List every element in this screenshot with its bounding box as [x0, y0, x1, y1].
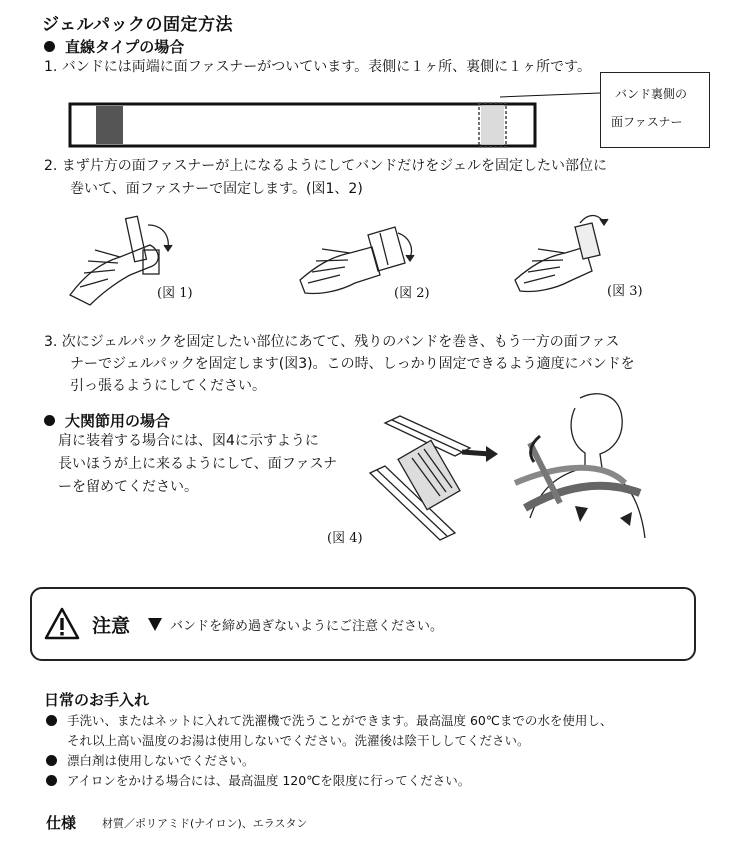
arrow-icon [462, 452, 490, 454]
step-3-line-3: 引っ張るようにしてください。 [70, 378, 266, 394]
bullet-icon [46, 755, 57, 766]
down-arrow-icon [575, 506, 588, 522]
large-joint-line-1: 肩に装着する場合には、図4に示すように [58, 433, 319, 449]
arrow-head-icon [486, 446, 498, 462]
step-2-line-2: 巻いて、面ファスナーで固定します。(図1、2) [70, 181, 363, 197]
hand-figures [0, 205, 748, 325]
care-item-2 [46, 751, 255, 770]
note-line-1: バンド裏側の [615, 87, 688, 101]
care-item-1-line-2: それ以上高い温度のお湯は使用しないでください。洗濯後は陰干ししてください。 [67, 733, 530, 748]
care-title: 日常のお手入れ [44, 691, 150, 709]
step-2-line-1: 2. まず片方の面ファスナーが上になるようにしてバンドだけをジェルを固定したい部位に [44, 158, 607, 174]
section-large-joint-label: 大関節用の場合 [65, 412, 171, 430]
caution-text: バンドを締め過ぎないようにご注意ください。 [170, 619, 444, 634]
large-joint-line-2: 長いほうが上に来るようにして、面ファスナ [58, 456, 338, 472]
care-item-3-text: アイロンをかける場合には、最高温度 120℃を限度に行ってください。 [67, 773, 471, 788]
step-1-text: 1. バンドには両端に面ファスナーがついています。表側に１ヶ所、裏側に１ヶ所です。 [44, 59, 592, 75]
fig-2-caption: (図 2) [394, 286, 430, 301]
side-arrow-icon [620, 512, 632, 526]
spec-material: 材質／ポリアミド(ナイロン)、エラスタン [102, 817, 308, 830]
care-item-1 [46, 711, 612, 730]
bullet-icon [46, 775, 57, 786]
callout-line [500, 93, 600, 97]
shoulder-band-flat [370, 416, 470, 540]
down-triangle-icon [148, 618, 162, 631]
large-joint-line-3: ーを留めてください。 [58, 479, 198, 495]
bullet-icon [46, 715, 57, 726]
warning-triangle-icon [44, 607, 80, 641]
section-straight-label: 直線タイプの場合 [65, 38, 185, 56]
caution-box [30, 587, 696, 661]
front-fastener [96, 106, 123, 144]
fig-1-caption: (図 1) [157, 286, 193, 301]
band-outline [70, 104, 535, 146]
back-fastener-fill [481, 105, 504, 145]
hand-fig-3 [515, 216, 608, 292]
fig-4-caption: (図 4) [327, 531, 363, 546]
care-item-3 [46, 771, 470, 790]
step-3-line-1: 3. 次にジェルパックを固定したい部位にあてて、残りのバンドを巻き、もう一方の面ファス [44, 334, 620, 350]
care-item-2-text: 漂白剤は使用しないでください。 [67, 753, 255, 768]
caution-label: 注意 [92, 615, 131, 637]
shoulder-figure [0, 388, 748, 548]
page-title: ジェルパックの固定方法 [42, 15, 233, 35]
back-fastener-note [600, 72, 710, 148]
care-item-1-line-1: 手洗い、またはネットに入れて洗濯機で洗うことができます。最高温度 60℃までの水を使用し、 [67, 713, 613, 728]
spec-label: 仕様 [46, 814, 77, 832]
note-line-2: 面ファスナー [611, 115, 683, 129]
step-3-line-2: ナーでジェルパックを固定します(図3)。この時、しっかり固定できるよう適度にバンドを [70, 356, 635, 372]
fig-3-caption: (図 3) [607, 284, 643, 299]
